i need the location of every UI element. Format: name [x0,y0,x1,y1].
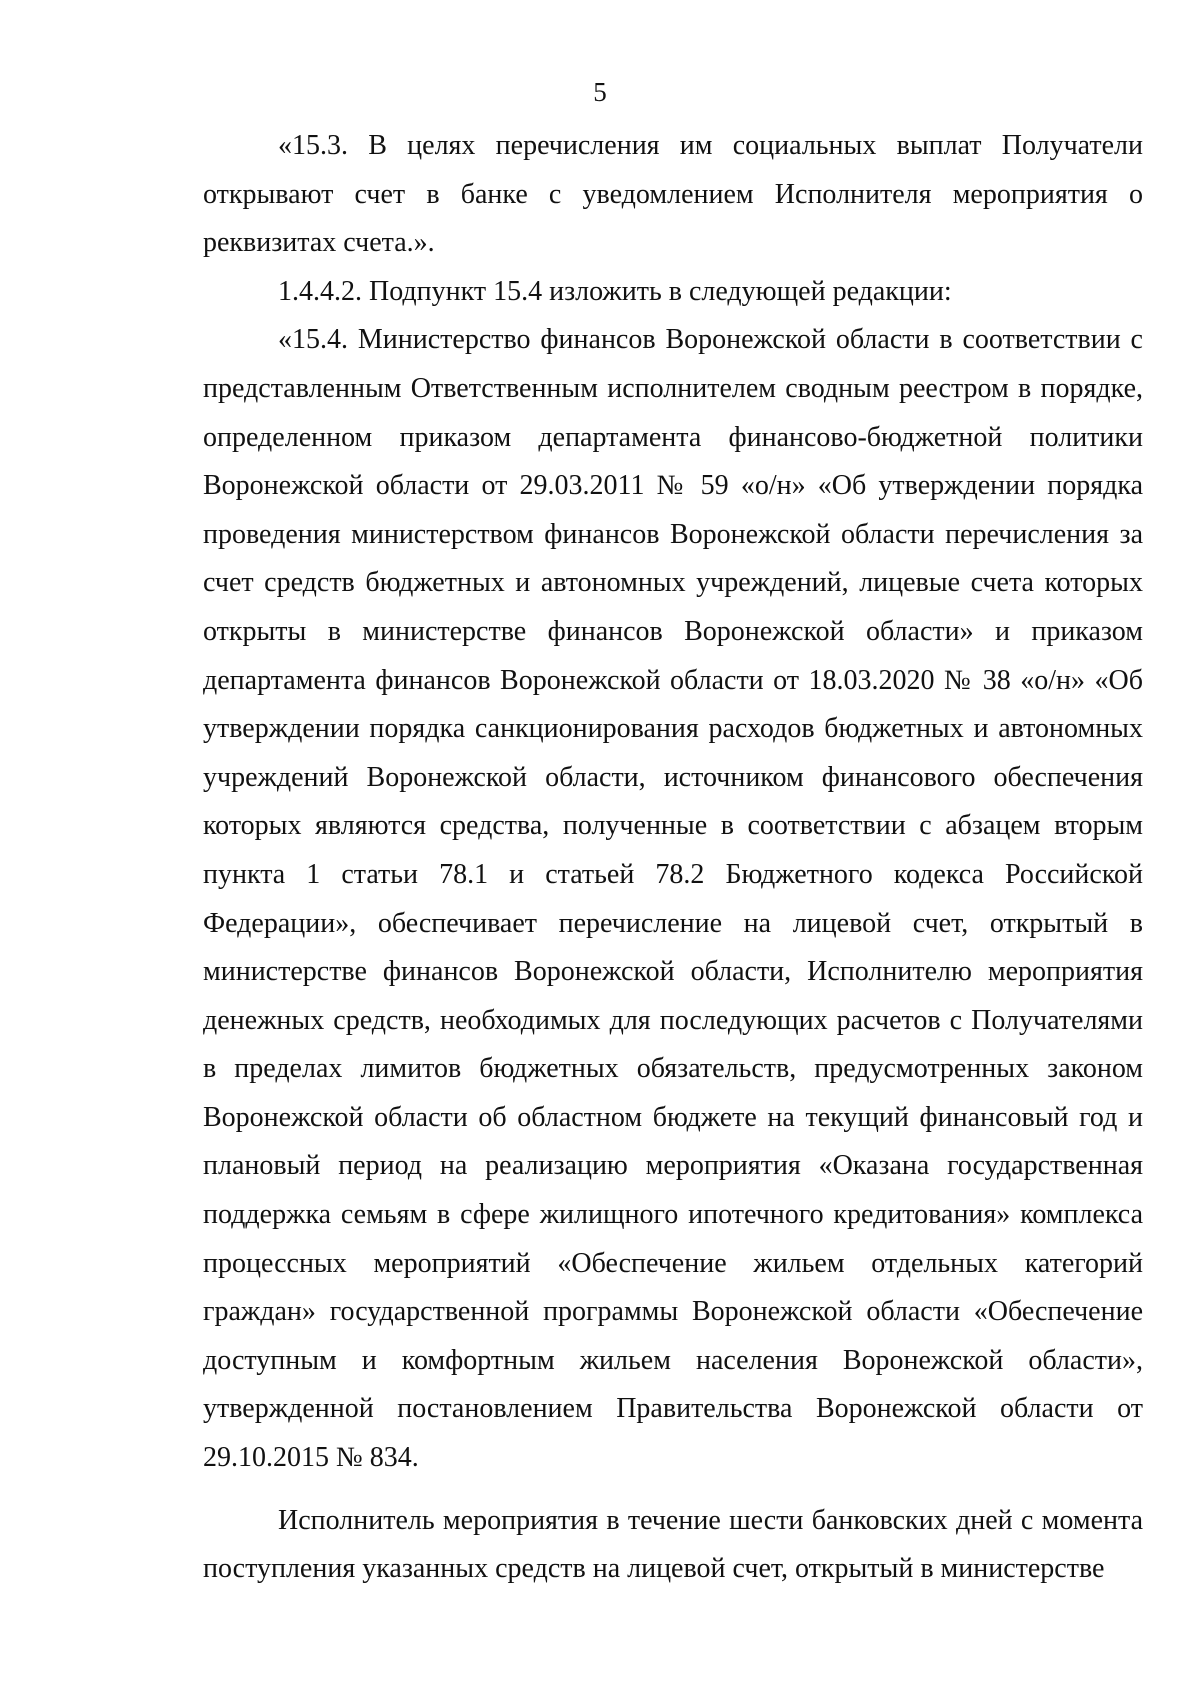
paragraph-15-4: «15.4. Министерство финансов Воронежской области в соответствии с представленным Ответственным исполнителем сводным реестром в порядке, определенном приказом департамента финансово-бюджетной политики Воронежской области от 29.03.2011 № 59 «о/н» «Об утверждении порядка проведения министерством финансов Воронежской области перечисления за счет средств бюджетных и автономных учреждений, лицевые счета которых открыты в министерстве финансов Воронежской области» и приказом департамента финансов Воронежской области от 18.03.2020 № 38 «о/н» «Об утверждении порядка санкционирования расходов бюджетных и автономных учреждений Воронежской области, источником финансового обеспечения которых являются средства, полученные в соответствии с абзацем вторым пункта 1 статьи 78.1 и статьей 78.2 Бюджетного кодекса Российской Федерации», обеспечивает перечисление на лицевой счет, открытый в министерстве финансов Воронежской области, Исполнителю мероприятия денежных средств, необходимых для последующих расчетов с Получателями в пределах лимитов бюджетных обязательств, предусмотренных законом Воронежской области об областном бюджете на текущий финансовый год и плановый период на реализацию мероприятия «Оказана государственная поддержка семьям в сфере жилищного ипотечного кредитования» комплекса процессных мероприятий «Обеспечение жильем отдельных категорий граждан» государственной программы Воронежской области «Обеспечение доступным и комфортным жильем населения Воронежской области», утвержденной постановлением Правительства Воронежской области от 29.10.2015 № 834. [203,324,1143,1474]
paragraph-1-4-4-2: 1.4.4.2. Подпункт 15.4 изложить в следующей редакции: [278,275,952,307]
page-number: 5 [593,77,607,107]
paragraph-executor: Исполнитель мероприятия в течение шести банковских дней с момента поступления указанных средств на лицевой счет, открытый в министерстве [203,1504,1143,1585]
document-body [203,122,1143,1594]
paragraph-15-3: «15.3. В целях перечисления им социальных выплат Получатели открывают счет в банке с уведомлением Исполнителя мероприятия о реквизитах счета.». [203,130,1143,259]
